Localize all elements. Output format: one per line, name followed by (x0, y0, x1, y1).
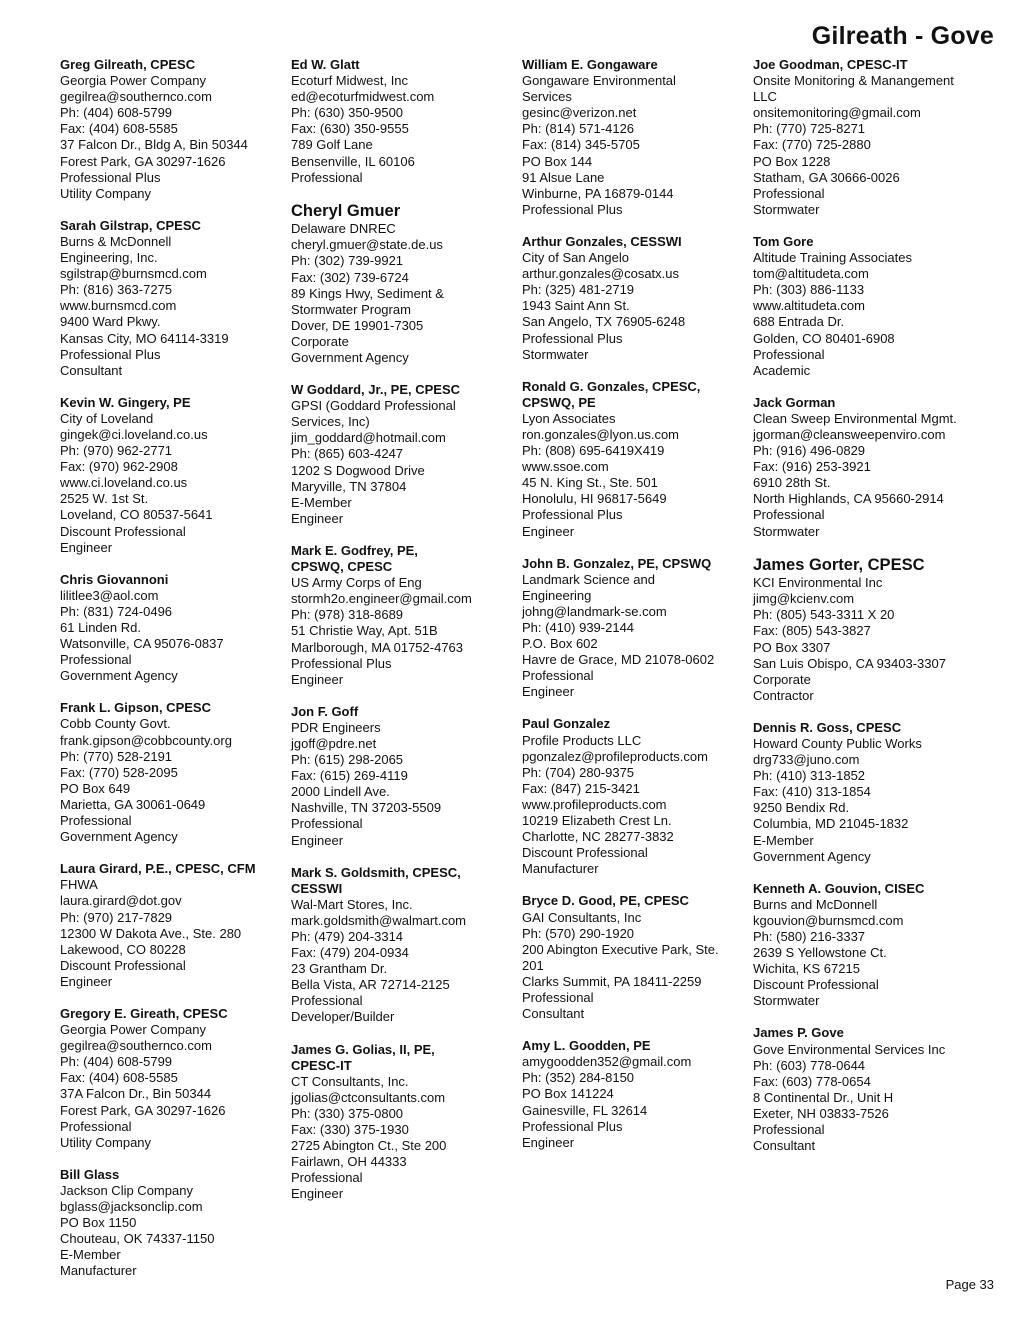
member-detail-line: Gainesville, FL 32614 (522, 1102, 648, 1118)
member-detail-line: 10219 Elizabeth Crest Ln. (522, 813, 672, 829)
member-detail-line: Professional Plus (522, 201, 623, 217)
member-name: Dennis R. Goss, CPESC (753, 719, 902, 735)
member-detail-line: Professional (753, 1122, 825, 1138)
member-detail-line: Fax: (970) 962-2908 (60, 459, 178, 475)
member-detail-line: www.ssoe.com (522, 459, 609, 475)
directory-entry (753, 57, 978, 218)
member-detail-line: Discount Professional (60, 957, 186, 973)
member-detail-line: Manufacturer (522, 861, 599, 877)
member-detail-line: Loveland, CO 80537-5641 (60, 507, 213, 523)
member-detail-line: Wal-Mart Stores, Inc. (291, 896, 413, 912)
member-detail-line: Charlotte, NC 28277-3832 (522, 829, 674, 845)
member-detail-line: jim_goddard@hotmail.com (291, 430, 446, 446)
member-detail-line: Consultant (753, 1138, 816, 1154)
member-detail-line: Engineer (522, 523, 575, 539)
directory-entry (753, 556, 978, 704)
member-detail-line: Professional (753, 346, 825, 362)
member-name: CPESC-IT (291, 1057, 352, 1073)
member-detail-line: onsitemonitoring@gmail.com (753, 105, 921, 121)
member-detail-line: Discount Professional (60, 523, 186, 539)
member-detail-line: Maryville, TN 37804 (291, 478, 407, 494)
member-detail-line: www.altitudeta.com (753, 298, 865, 314)
directory-entry (291, 865, 516, 1026)
member-name: Ronald G. Gonzales, CPESC, (522, 378, 701, 394)
member-detail-line: Fax: (805) 543-3827 (753, 623, 871, 639)
member-detail-line: Ph: (970) 962-2771 (60, 443, 173, 459)
directory-entry (522, 57, 747, 218)
member-detail-line: gingek@ci.loveland.co.us (60, 426, 208, 442)
member-detail-line: Golden, CO 80401-6908 (753, 330, 895, 346)
member-detail-line: Ph: (916) 496-0829 (753, 443, 866, 459)
member-detail-line: Services, Inc) (291, 414, 370, 430)
directory-column-2 (291, 57, 516, 1219)
member-detail-line: Onsite Monitoring & Manangement (753, 73, 954, 89)
directory-entry (60, 572, 285, 685)
member-detail-line: North Highlands, CA 95660-2914 (753, 491, 944, 507)
member-detail-line: Professional Plus (291, 655, 392, 671)
directory-entry (60, 861, 285, 990)
member-name: Jack Gorman (753, 394, 836, 410)
member-detail-line: Fax: (770) 528-2095 (60, 764, 178, 780)
member-detail-line: E-Member (291, 494, 352, 510)
member-detail-line: Ph: (704) 280-9375 (522, 764, 635, 780)
member-detail-line: gegilrea@southernco.com (60, 1038, 212, 1054)
member-detail-line: GAI Consultants, Inc (522, 909, 642, 925)
member-detail-line: Stormwater (753, 523, 820, 539)
member-detail-line: Ph: (303) 886-1133 (753, 282, 865, 298)
member-detail-line: Fax: (603) 778-0654 (753, 1073, 871, 1089)
member-detail-line: Engineering, Inc. (60, 250, 158, 266)
member-detail-line: jgoff@pdre.net (291, 735, 377, 751)
member-detail-line: amygoodden352@gmail.com (522, 1054, 692, 1070)
directory-entry (753, 720, 978, 865)
member-name: CPSWQ, CPESC (291, 559, 393, 575)
member-detail-line: Ph: (970) 217-7829 (60, 909, 173, 925)
member-detail-line: Delaware DNREC (291, 221, 396, 237)
member-detail-line: Ph: (479) 204-3314 (291, 929, 404, 944)
member-detail-line: Engineer (60, 539, 113, 555)
member-detail-line: Professional (522, 668, 594, 684)
member-detail-line: 1202 S Dogwood Drive (291, 462, 425, 478)
member-detail-line: 2725 Abington Ct., Ste 200 (291, 1138, 447, 1154)
member-name: Chris Giovannoni (60, 571, 169, 587)
member-detail-line: Discount Professional (522, 845, 648, 861)
member-detail-line: Engineer (291, 510, 344, 526)
member-detail-line: Lakewood, CO 80228 (60, 941, 186, 957)
member-detail-line: 688 Entrada Dr. (753, 314, 845, 330)
member-detail-line: Fax: (410) 313-1854 (753, 784, 871, 800)
member-detail-line: Dover, DE 19901-7305 (291, 317, 424, 333)
page-number: Page 33 (945, 1277, 994, 1292)
member-detail-line: cheryl.gmuer@state.de.us (291, 237, 443, 253)
member-detail-line: Fairlawn, OH 44333 (291, 1154, 407, 1170)
member-detail-line: Nashville, TN 37203-5509 (291, 800, 442, 816)
member-detail-line: Government Agency (60, 668, 178, 684)
member-detail-line: Engineer (291, 832, 344, 848)
member-detail-line: Utility Company (60, 1134, 152, 1150)
member-detail-line: frank.gipson@cobbcounty.org (60, 732, 232, 748)
member-detail-line: bglass@jacksonclip.com (60, 1199, 203, 1214)
member-detail-line: Professional (291, 1170, 363, 1186)
directory-column-1 (60, 57, 285, 1295)
directory-entry (60, 700, 285, 845)
member-detail-line: US Army Corps of Eng (291, 575, 422, 591)
member-name: Mark E. Godfrey, PE, (291, 542, 418, 558)
directory-entry (522, 556, 747, 701)
member-detail-line: Ph: (410) 313-1852 (753, 768, 866, 784)
member-detail-line: Fax: (404) 608-5585 (60, 1070, 178, 1086)
member-detail-line: Engineer (522, 1134, 575, 1150)
member-detail-line: mark.goldsmith@walmart.com (291, 912, 467, 928)
member-detail-line: Professional (753, 507, 825, 523)
directory-entry (522, 1038, 747, 1151)
member-detail-line: Ph: (808) 695-6419X419 (522, 443, 665, 459)
member-detail-line: 201 (522, 957, 544, 973)
member-detail-line: Professional Plus (522, 507, 623, 523)
member-detail-line: 89 Kings Hwy, Sediment & (291, 285, 444, 301)
member-detail-line: CT Consultants, Inc. (291, 1073, 409, 1089)
member-detail-line: arthur.gonzales@cosatx.us (522, 266, 680, 282)
member-detail-line: Altitude Training Associates (753, 250, 912, 266)
member-name: Gregory E. Gireath, CPESC (60, 1005, 228, 1021)
member-detail-line: Fax: (302) 739-6724 (291, 269, 409, 285)
member-detail-line: Stormwater Program (291, 301, 411, 317)
directory-entry (753, 395, 978, 540)
member-detail-line: 37 Falcon Dr., Bldg A, Bin 50344 (60, 137, 248, 153)
member-detail-line: Howard County Public Works (753, 735, 922, 751)
member-detail-line: 1943 Saint Ann St. (522, 298, 630, 314)
member-detail-line: ron.gonzales@lyon.us.com (522, 426, 679, 442)
member-detail-line: jgorman@cleansweepenviro.com (753, 426, 946, 442)
member-detail-line: KCI Environmental Inc (753, 575, 883, 591)
member-detail-line: jgolias@ctconsultants.com (291, 1089, 446, 1105)
member-detail-line: Ph: (978) 318-8689 (291, 607, 404, 623)
member-detail-line: PO Box 144 (522, 153, 593, 169)
member-detail-line: PO Box 141224 (522, 1086, 614, 1102)
member-detail-line: Fax: (479) 204-0934 (291, 945, 409, 961)
member-detail-line: Professional Plus (522, 1118, 623, 1134)
member-name: Greg Gilreath, CPESC (60, 57, 196, 72)
member-detail-line: Fax: (770) 725-2880 (753, 137, 871, 153)
member-name: Amy L. Goodden, PE (522, 1038, 651, 1054)
member-detail-line: Georgia Power Company (60, 1022, 206, 1038)
member-detail-line: Georgia Power Company (60, 73, 206, 89)
member-detail-line: Corporate (753, 671, 811, 687)
member-detail-line: tom@altitudeta.com (753, 266, 869, 282)
member-detail-line: Burns and McDonnell (753, 896, 878, 912)
member-name: Tom Gore (753, 233, 814, 249)
member-detail-line: jimg@kcienv.com (753, 591, 855, 607)
member-detail-line: P.O. Box 602 (522, 636, 598, 652)
directory-entry (522, 234, 747, 363)
member-detail-line: San Luis Obispo, CA 93403-3307 (753, 655, 946, 671)
member-detail-line: Chouteau, OK 74337-1150 (60, 1231, 215, 1247)
member-detail-line: PO Box 1228 (753, 153, 831, 169)
member-detail-line: Ph: (831) 724-0496 (60, 603, 173, 619)
member-detail-line: Academic (753, 362, 811, 378)
directory-entry (753, 881, 978, 1010)
member-name: Jon F. Goff (291, 703, 359, 719)
member-detail-line: Professional Plus (522, 330, 623, 346)
member-detail-line: www.burnsmcd.com (60, 298, 177, 314)
member-detail-line: Ph: (770) 725-8271 (753, 121, 866, 137)
member-detail-line: Ph: (330) 375-0800 (291, 1105, 404, 1121)
member-detail-line: Professional (60, 813, 132, 829)
member-name: Sarah Gilstrap, CPESC (60, 217, 201, 233)
page-title: Gilreath - Gove (811, 22, 994, 50)
member-detail-line: Statham, GA 30666-0026 (753, 169, 900, 185)
member-detail-line: Watsonville, CA 95076-0837 (60, 636, 224, 652)
member-detail-line: Ph: (630) 350-9500 (291, 105, 404, 121)
directory-entry (60, 1167, 285, 1280)
directory-entry (522, 716, 747, 877)
member-detail-line: Government Agency (291, 350, 409, 365)
member-detail-line: PO Box 3307 (753, 639, 831, 655)
member-detail-line: Ph: (615) 298-2065 (291, 752, 404, 768)
member-detail-line: E-Member (60, 1247, 121, 1263)
member-detail-line: Ph: (770) 528-2191 (60, 748, 173, 764)
member-detail-line: 789 Golf Lane (291, 137, 373, 153)
member-detail-line: Cobb County Govt. (60, 716, 171, 732)
member-detail-line: Havre de Grace, MD 21078-0602 (522, 652, 715, 668)
member-detail-line: gegilrea@southernco.com (60, 89, 212, 105)
member-detail-line: Forest Park, GA 30297-1626 (60, 1102, 226, 1118)
member-detail-line: gesinc@verizon.net (522, 105, 637, 121)
member-detail-line: Consultant (60, 362, 123, 378)
member-detail-line: Developer/Builder (291, 1009, 395, 1025)
member-name: Cheryl Gmuer (291, 201, 401, 220)
member-name: Kenneth A. Gouvion, CISEC (753, 880, 925, 896)
member-detail-line: GPSI (Goddard Professional (291, 398, 456, 414)
member-detail-line: Professional Plus (60, 346, 161, 362)
member-name: CESSWI (291, 880, 343, 896)
member-detail-line: Professional (522, 989, 594, 1005)
directory-entry (60, 57, 285, 202)
member-detail-line: www.profileproducts.com (522, 796, 667, 812)
member-detail-line: Professional (753, 185, 825, 201)
member-detail-line: City of Loveland (60, 410, 154, 426)
directory-entry (60, 218, 285, 379)
member-name: John B. Gonzalez, PE, CPSWQ (522, 555, 712, 571)
member-detail-line: 51 Christie Way, Apt. 51B (291, 623, 438, 639)
directory-entry (60, 1006, 285, 1151)
member-name: Laura Girard, P.E., CPESC, CFM (60, 861, 256, 877)
member-detail-line: Jackson Clip Company (60, 1182, 193, 1198)
member-detail-line: Bella Vista, AR 72714-2125 (291, 977, 450, 993)
directory-entry (291, 704, 516, 849)
member-detail-line: 9250 Bendix Rd. (753, 800, 850, 816)
member-detail-line: Fax: (630) 350-9555 (291, 121, 409, 137)
member-detail-line: Ph: (580) 216-3337 (753, 929, 866, 944)
member-detail-line: Ph: (805) 543-3311 X 20 (753, 607, 895, 623)
member-detail-line: Wichita, KS 67215 (753, 961, 860, 977)
member-name: James G. Golias, II, PE, (291, 1041, 435, 1057)
member-name: William E. Gongaware (522, 57, 658, 72)
member-detail-line: Fax: (814) 345-5705 (522, 137, 640, 153)
member-name: CPSWQ, PE (522, 394, 596, 410)
member-detail-line: Engineer (522, 684, 575, 700)
member-detail-line: Professional (291, 816, 363, 832)
member-detail-line: Ph: (302) 739-9921 (291, 253, 404, 269)
member-detail-line: 2639 S Yellowstone Ct. (753, 945, 887, 961)
directory-column-3 (522, 57, 747, 1167)
member-detail-line: Professional (60, 1118, 132, 1134)
member-detail-line: Professional (291, 169, 363, 185)
member-detail-line: Gove Environmental Services Inc (753, 1041, 946, 1057)
member-detail-line: Stormwater (753, 201, 820, 217)
member-detail-line: PDR Engineers (291, 719, 381, 735)
member-detail-line: Professional (60, 652, 132, 668)
member-detail-line: Ph: (325) 481-2719 (522, 282, 635, 298)
member-detail-line: Clean Sweep Environmental Mgmt. (753, 410, 957, 426)
directory-entry (60, 395, 285, 556)
member-detail-line: Forest Park, GA 30297-1626 (60, 153, 226, 169)
member-detail-line: Engineering (522, 587, 592, 603)
member-name: Bill Glass (60, 1166, 120, 1182)
member-detail-line: Engineer (291, 671, 344, 687)
member-detail-line: Clarks Summit, PA 18411-2259 (522, 973, 702, 989)
directory-entry (291, 57, 516, 186)
member-detail-line: PO Box 649 (60, 780, 131, 796)
member-detail-line: Engineer (291, 1186, 344, 1202)
member-detail-line: lilitlee3@aol.com (60, 587, 159, 603)
member-detail-line: drg733@juno.com (753, 752, 860, 768)
member-detail-line: 2525 W. 1st St. (60, 491, 149, 507)
member-detail-line: San Angelo, TX 76905-6248 (522, 314, 686, 330)
member-detail-line: 9400 Ward Pkwy. (60, 314, 161, 330)
member-detail-line: Fax: (847) 215-3421 (522, 780, 640, 796)
member-detail-line: Kansas City, MO 64114-3319 (60, 330, 229, 346)
member-detail-line: 200 Abington Executive Park, Ste. (522, 941, 719, 957)
member-detail-line: laura.girard@dot.gov (60, 893, 182, 909)
member-detail-line: Lyon Associates (522, 410, 616, 426)
member-detail-line: Professional (291, 993, 363, 1009)
member-detail-line: Marlborough, MA 01752-4763 (291, 639, 464, 655)
member-detail-line: Ph: (865) 603-4247 (291, 446, 404, 462)
directory-entry (522, 379, 747, 540)
member-detail-line: Government Agency (753, 848, 871, 864)
member-detail-line: Landmark Science and (522, 571, 655, 587)
member-name: Mark S. Goldsmith, CPESC, (291, 864, 461, 880)
member-detail-line: Profile Products LLC (522, 732, 642, 748)
member-detail-line: Ecoturf Midwest, Inc (291, 73, 409, 89)
member-name: Bryce D. Good, PE, CPESC (522, 893, 689, 909)
member-detail-line: ed@ecoturfmidwest.com (291, 89, 435, 105)
member-detail-line: Fax: (615) 269-4119 (291, 768, 408, 784)
member-detail-line: Fax: (916) 253-3921 (753, 459, 871, 475)
member-detail-line: Ph: (404) 608-5799 (60, 1054, 173, 1070)
member-name: James P. Gove (753, 1025, 844, 1041)
member-detail-line: Ph: (404) 608-5799 (60, 105, 173, 121)
member-detail-line: Manufacturer (60, 1263, 137, 1279)
member-detail-line: LLC (753, 89, 777, 105)
member-detail-line: City of San Angelo (522, 250, 629, 266)
member-detail-line: Winburne, PA 16879-0144 (522, 185, 674, 201)
directory-entry (291, 382, 516, 527)
member-detail-line: 12300 W Dakota Ave., Ste. 280 (60, 925, 242, 941)
member-detail-line: Ph: (603) 778-0644 (753, 1057, 866, 1073)
member-detail-line: Professional Plus (60, 169, 161, 185)
member-detail-line: Columbia, MD 21045-1832 (753, 816, 909, 832)
member-name: Ed W. Glatt (291, 57, 360, 72)
member-detail-line: kgouvion@burnsmcd.com (753, 912, 904, 928)
member-detail-line: Consultant (522, 1006, 585, 1022)
member-detail-line: Fax: (404) 608-5585 (60, 121, 178, 137)
member-detail-line: 6910 28th St. (753, 475, 831, 491)
member-detail-line: Ph: (816) 363-7275 (60, 282, 173, 298)
member-detail-line: Ph: (410) 939-2144 (522, 620, 635, 635)
directory-entry (753, 234, 978, 379)
directory-column-4 (753, 57, 978, 1170)
member-detail-line: Ph: (352) 284-8150 (522, 1070, 635, 1086)
member-detail-line: Honolulu, HI 96817-5649 (522, 491, 667, 507)
member-detail-line: 8 Continental Dr., Unit H (753, 1089, 894, 1105)
member-detail-line: pgonzalez@profileproducts.com (522, 748, 708, 764)
member-detail-line: stormh2o.engineer@gmail.com (291, 591, 472, 607)
member-detail-line: 91 Alsue Lane (522, 169, 605, 185)
member-detail-line: Bensenville, IL 60106 (291, 153, 415, 169)
member-detail-line: Government Agency (60, 829, 178, 845)
member-detail-line: Stormwater (753, 993, 820, 1009)
member-name: W Goddard, Jr., PE, CPESC (291, 382, 461, 398)
member-detail-line: Engineer (60, 973, 113, 989)
member-detail-line: www.ci.loveland.co.us (60, 475, 188, 491)
member-name: Paul Gonzalez (522, 716, 611, 732)
member-name: Kevin W. Gingery, PE (60, 394, 191, 410)
member-detail-line: Gongaware Environmental (522, 73, 676, 89)
member-detail-line: Corporate (291, 333, 349, 349)
member-detail-line: 61 Linden Rd. (60, 620, 141, 635)
member-detail-line: johng@landmark-se.com (522, 603, 667, 619)
member-detail-line: Marietta, GA 30061-0649 (60, 796, 206, 812)
member-detail-line: Ph: (814) 571-4126 (522, 121, 635, 137)
member-detail-line: Services (522, 89, 572, 105)
member-detail-line: Stormwater (522, 346, 589, 362)
member-detail-line: Fax: (330) 375-1930 (291, 1122, 409, 1138)
directory-entry (291, 1042, 516, 1203)
member-detail-line: E-Member (753, 832, 814, 848)
member-name: Arthur Gonzales, CESSWI (522, 233, 682, 249)
member-name: James Gorter, CPESC (753, 555, 925, 574)
member-detail-line: FHWA (60, 877, 98, 893)
member-detail-line: 45 N. King St., Ste. 501 (522, 475, 658, 491)
member-detail-line: Discount Professional (753, 977, 879, 993)
member-detail-line: Burns & McDonnell (60, 233, 172, 249)
directory-entry (522, 893, 747, 1022)
member-detail-line: Contractor (753, 687, 814, 703)
member-detail-line: 2000 Lindell Ave. (291, 784, 390, 800)
member-detail-line: 37A Falcon Dr., Bin 50344 (60, 1086, 212, 1102)
directory-entry (291, 543, 516, 688)
member-detail-line: PO Box 1150 (60, 1215, 137, 1231)
member-detail-line: Exeter, NH 03833-7526 (753, 1105, 889, 1121)
member-detail-line: sgilstrap@burnsmcd.com (60, 266, 207, 282)
member-name: Frank L. Gipson, CPESC (60, 700, 211, 716)
member-name: Joe Goodman, CPESC-IT (753, 57, 908, 72)
directory-entry (291, 202, 516, 366)
member-detail-line: Utility Company (60, 185, 152, 201)
member-detail-line: Ph: (570) 290-1920 (522, 925, 635, 941)
directory-entry (753, 1025, 978, 1154)
member-detail-line: 23 Grantham Dr. (291, 961, 388, 977)
